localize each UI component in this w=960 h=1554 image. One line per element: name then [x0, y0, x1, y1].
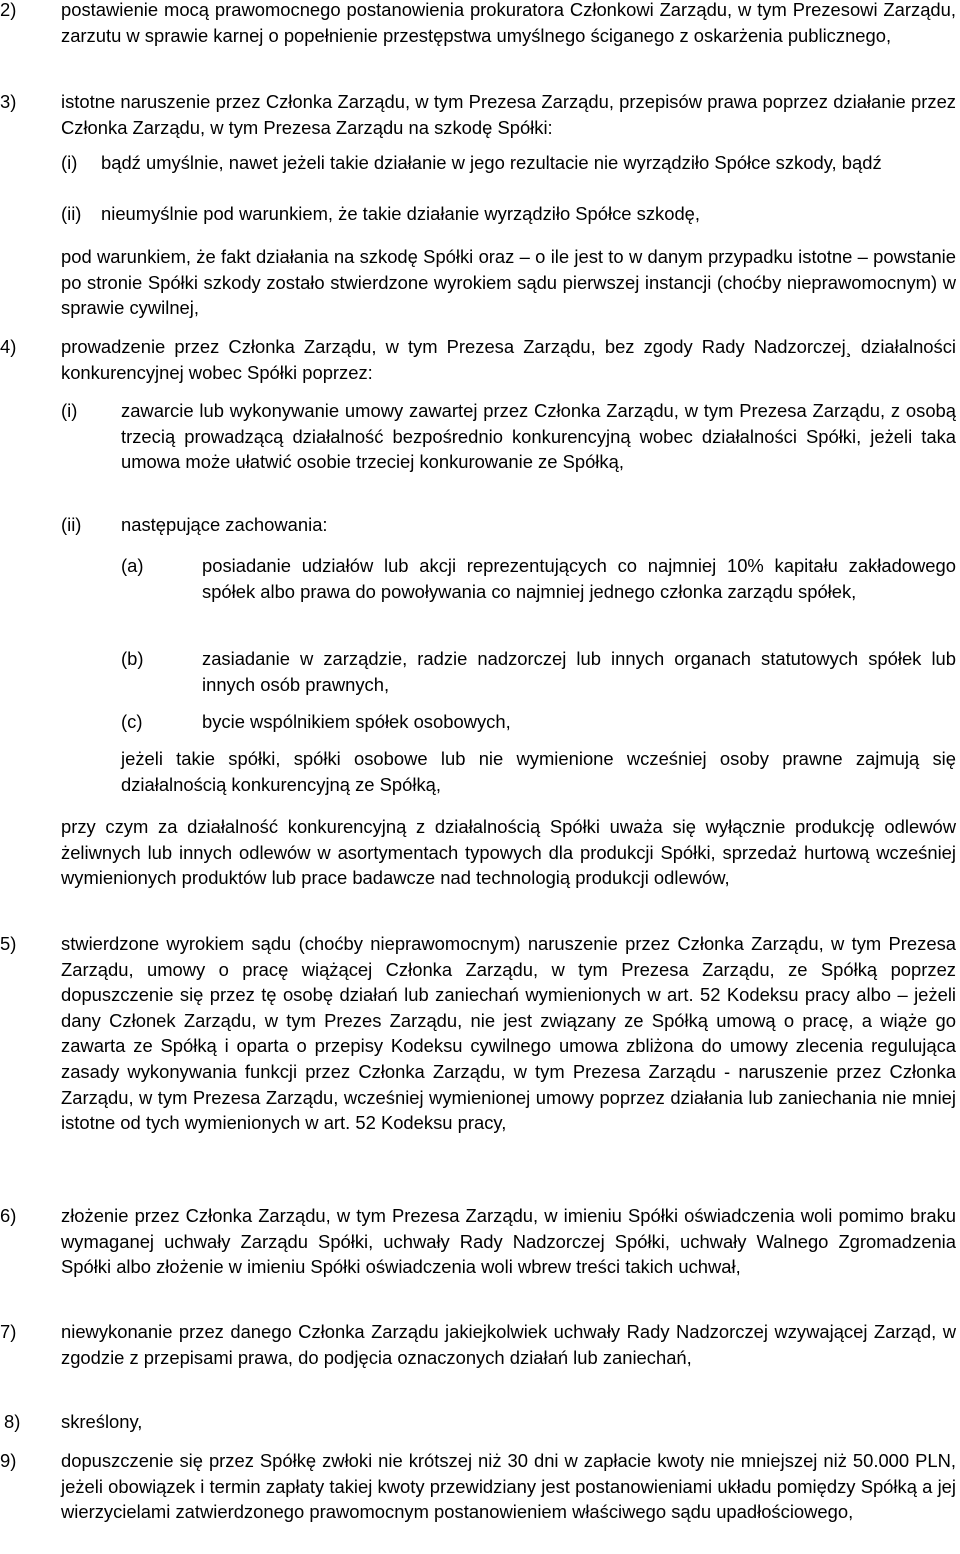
item-4-c-text: bycie wspólnikiem spółek osobowych,	[202, 711, 511, 732]
item-3-sub-ii-text: nieumyślnie pod warunkiem, że takie działanie wyrządziło Spółce szkodę,	[101, 203, 701, 224]
item-4-sub-ii-tail: jeżeli takie spółki, spółki osobowe lub nie wymienione wcześniej osoby prawne zajmują się działalnością konkurencyjną ze Spółką,	[121, 748, 956, 795]
item-6-text: złożenie przez Członka Zarządu, w tym Prezesa Zarządu, w imieniu Spółki oświadczenia woli pomimo braku wymaganej uchwały Zarządu Spółki, uchwały Rady Nadzorczej Spółki, uchwały Walnego Zgromadzenia Spółki albo złożenie w imieniu Spółki oświadczenia woli wbrew treści takich uchwał,	[61, 1205, 956, 1278]
item-9-number: 9)	[0, 1450, 17, 1471]
item-4-tail: przy czym za działalność konkurencyjną z działalnością Spółki uważa się wyłącznie produkcję odlewów żeliwnych lub innych odlewów w asortymentach typowych dla produkcji Spółki, sprzedaż hurtową wcześniej wymienionych produktów lub prace badawcze nad technologią produkcji odlewów,	[61, 816, 956, 889]
item-8-number: 8)	[4, 1411, 21, 1432]
item-3-number: 3)	[0, 91, 17, 112]
item-4-a-number: (a)	[121, 555, 144, 576]
item-5-number: 5)	[0, 933, 17, 954]
item-4-number: 4)	[0, 336, 17, 357]
item-4-b-text: zasiadanie w zarządzie, radzie nadzorczej lub innych organach statutowych spółek lub innych osób prawnych,	[202, 648, 956, 695]
item-4-b-number: (b)	[121, 648, 144, 669]
item-7-text: niewykonanie przez danego Członka Zarządu jakiejkolwiek uchwały Rady Nadzorczej wzywającej Zarząd, w zgodzie z przepisami prawa, do podjęcia oznaczonych działań lub zaniechań,	[61, 1321, 956, 1368]
item-9-text: dopuszczenie się przez Spółkę zwłoki nie krótszej niż 30 dni w zapłacie kwoty nie mniejszej niż 50.000 PLN, jeżeli obowiązek i termin zapłaty takiej kwoty przewidziany jest postanowieniami układu pomiędzy Spółką a jej wierzycielami zatwierdzonego prawomocnym postanowieniem właściwego sądu upadłościowego,	[61, 1450, 956, 1523]
item-4-sub-i-number: (i)	[61, 400, 78, 421]
item-2-number: 2)	[0, 0, 17, 20]
item-3-sub-i-text: bądź umyślnie, nawet jeżeli takie działanie w jego rezultacie nie wyrządziło Spółce szkody, bądź	[101, 152, 882, 173]
item-3-tail: pod warunkiem, że fakt działania na szkodę Spółki oraz – o ile jest to w danym przypadku istotne – powstanie po stronie Spółki szkody zostało stwierdzone wyrokiem sądu pierwszej instancji (choćby nieprawomocnym) w sprawie cywilnej,	[61, 246, 956, 319]
item-3-sub-ii-number: (ii)	[61, 203, 82, 224]
item-6-number: 6)	[0, 1205, 17, 1226]
item-2-text: postawienie mocą prawomocnego postanowienia prokuratora Członkowi Zarządu, w tym Prezesowi Zarządu, zarzutu w sprawie karnej o popełnienie przestępstwa umyślnego ściganego z oskarżenia publicznego,	[61, 0, 956, 46]
item-7-number: 7)	[0, 1321, 17, 1342]
item-4-sub-ii-text: następujące zachowania:	[121, 514, 328, 535]
item-8-text: skreślony,	[61, 1411, 143, 1432]
item-5-text: stwierdzone wyrokiem sądu (choćby nieprawomocnym) naruszenie przez Członka Zarządu, w tym Prezesa Zarządu, umowy o pracę wiążącej Członka Zarządu, w tym Prezesa Zarządu, ze Spółką poprzez dopuszczenie się przez tę osobę działań lub zaniechań wymienionych w art. 52 Kodeksu pracy albo – jeżeli dany Członek Zarządu, w tym Prezes Zarządu, nie jest związany ze Spółką umową o pracę, a wiąże go zawarta ze Spółką i oparta o przepisy Kodeksu cywilnego umowa zbliżona do umowy zlecenia regulująca zasady wykonywania funkcji przez Członka Zarządu, w tym Prezesa Zarządu - naruszenie przez Członka Zarządu, w tym Prezesa Zarządu, wcześniej wymienionej umowy poprzez działania lub zaniechania nie mniej istotne od tych wymienionych w art. 52 Kodeksu pracy,	[61, 933, 956, 1134]
item-4-text: prowadzenie przez Członka Zarządu, w tym Prezesa Zarządu, bez zgody Rady Nadzorczej¸ działalności konkurencyjnej wobec Spółki poprzez:	[61, 336, 956, 383]
item-4-sub-i-text: zawarcie lub wykonywanie umowy zawartej przez Członka Zarządu, w tym Prezesa Zarządu, z osobą trzecią prowadzącą działalność bezpośrednio konkurencyjną wobec działalności Spółki, jeżeli taka umowa może ułatwić osobie trzeciej konkurowanie ze Spółką,	[121, 400, 956, 473]
item-4-c-number: (c)	[121, 711, 143, 732]
item-3-sub-i-number: (i)	[61, 152, 78, 173]
item-4-a-text: posiadanie udziałów lub akcji reprezentujących co najmniej 10% kapitału zakładowego spółek albo prawa do powoływania co najmniej jednego członka zarządu spółek,	[202, 555, 956, 602]
item-3-text: istotne naruszenie przez Członka Zarządu, w tym Prezesa Zarządu, przepisów prawa poprzez działanie przez Członka Zarządu, w tym Prezesa Zarządu na szkodę Spółki:	[61, 91, 956, 138]
item-4-sub-ii-number: (ii)	[61, 514, 82, 535]
